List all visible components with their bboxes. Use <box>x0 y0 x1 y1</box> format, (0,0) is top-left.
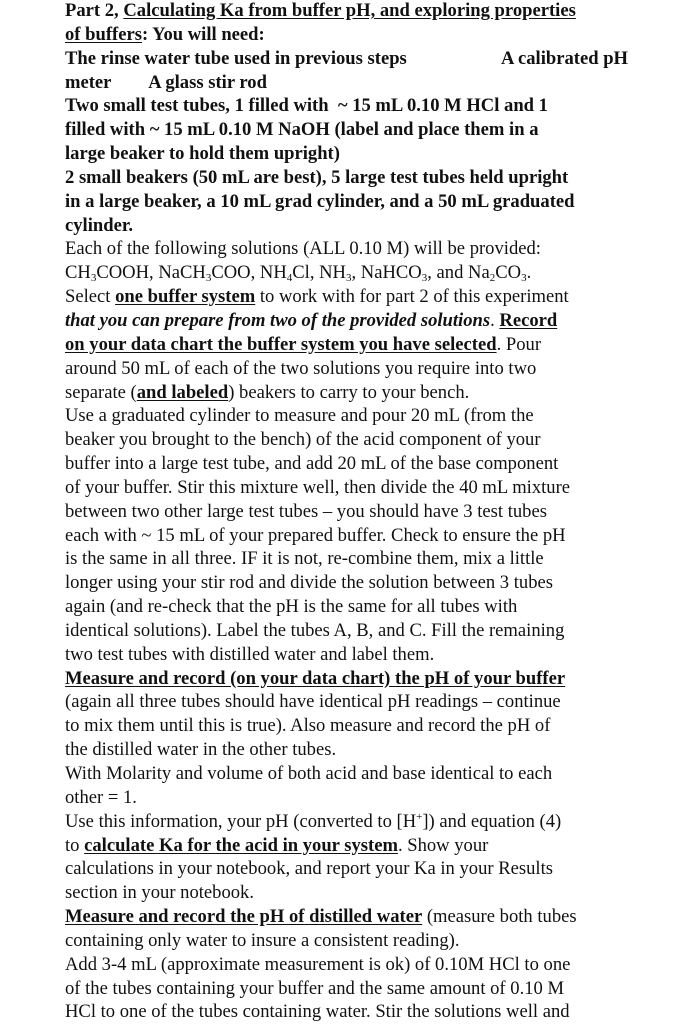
body-line: between two other large test tubes – you should have 3 test tubes <box>65 500 547 522</box>
calculate-ka: calculate Ka for the acid in your system <box>84 834 398 856</box>
part2-heading <box>65 0 656 23</box>
distilled-water-line: Measure and record the pH of distilled water (measure both tubes <box>65 906 577 928</box>
body-line: is the same in all three. IF it is not, re-combine them, mix a little <box>65 548 544 570</box>
heading-title-end: of buffers <box>65 23 142 45</box>
body-line: Add 3-4 mL (approximate measurement is ok) of 0.10M HCl to one <box>65 953 571 975</box>
body-line: identical solutions). Label the tubes A, B, and C. Fill the remaining <box>65 619 565 641</box>
body-line: of the tubes containing your buffer and the same amount of 0.10 M <box>65 977 564 999</box>
materials-line-4: filled with ~ 15 mL 0.10 M NaOH (label and place them in a <box>65 119 539 141</box>
document-body <box>65 0 656 1024</box>
materials-line-1 <box>65 47 628 71</box>
heading-title: Calculating Ka from buffer pH, and exploring properties <box>123 0 576 21</box>
body-line: two test tubes with distilled water and label them. <box>65 643 435 665</box>
record-label: Record <box>499 309 558 331</box>
solutions-intro: Each of the following solutions (ALL 0.10 M) will be provided: <box>65 238 541 260</box>
prepare-emphasis: that you can prepare from two of the provided solutions <box>65 309 491 331</box>
body-line: (again all three tubes should have identical pH readings – continue <box>65 691 561 713</box>
body-line: the distilled water in the other tubes. <box>65 739 337 761</box>
record-line: on your data chart the buffer system you have selected. Pour <box>65 333 542 355</box>
body-line: around 50 mL of each of the two solutions you require into two <box>65 357 537 379</box>
heading-continued <box>65 23 656 47</box>
materials-line-7: in a large beaker, a 10 mL grad cylinder, and a 50 mL graduated <box>65 190 575 212</box>
solutions-list: $CH_3COOH$, NaCH$_3$COO, $NH_4Cl$, $NH_3$, NaHCO$_3$, and $Na_2CO_3$. <box>65 262 532 285</box>
calculate-ka-line: to calculate Ka for the acid in your system. Show your <box>65 834 489 856</box>
rinse-water-tube: The rinse water tube used in previous steps <box>65 47 407 69</box>
body-line: containing only water to insure a consistent reading). <box>65 929 460 951</box>
materials-line-2: meter A glass stir rod <box>65 71 267 93</box>
body-line: to mix them until this is true). Also measure and record the pH of <box>65 715 551 737</box>
labeled-line: separate (and labeled) beakers to carry to your bench. <box>65 381 470 403</box>
measure-water-ph: Measure and record the pH of distilled water <box>65 906 423 928</box>
you-will-need: : You will need: <box>141 23 265 45</box>
measure-buffer-ph-heading: Measure and record (on your data chart) the pH of your buffer <box>65 667 566 689</box>
materials-line-3: Two small test tubes, 1 filled with ~ 15 mL 0.10 M HCl and 1 <box>65 95 548 117</box>
body-line: longer using your stir rod and divide the solution between 3 tubes <box>65 572 554 594</box>
body-line: calculations in your notebook, and report your Ka in your Results <box>65 858 553 880</box>
body-line: buffer into a large test tube, and add 20 mL of the base component <box>65 453 559 475</box>
record-buffer-system: on your data chart the buffer system you have selected <box>65 333 497 355</box>
body-line: section in your notebook. <box>65 882 255 904</box>
body-line: HCl to one of the tubes containing water. Stir the solutions well and <box>65 1001 570 1023</box>
materials-line-5: large beaker to hold them upright) <box>65 143 340 165</box>
materials-line-6: 2 small beakers (50 mL are best), 5 large test tubes held upright <box>65 166 569 188</box>
body-line: beaker you brought to the bench) of the acid component of your <box>65 429 541 451</box>
body-line: other = 1. <box>65 786 137 808</box>
one-buffer-system: one buffer system <box>115 286 256 308</box>
body-line: again (and re-check that the pH is the same for all tubes with <box>65 596 518 618</box>
prepare-line: that you can prepare from two of the provided solutions. Record <box>65 309 558 331</box>
body-line: Use a graduated cylinder to measure and pour 20 mL (from the <box>65 405 534 427</box>
materials-line-8: cylinder. <box>65 214 134 236</box>
and-labeled: and labeled <box>136 381 229 403</box>
body-line: of your buffer. Stir this mixture well, then divide the 40 mL mixture <box>65 476 571 498</box>
body-line: With Molarity and volume of both acid and base identical to each <box>65 763 553 784</box>
body-line: each with ~ 15 mL of your prepared buffer. Check to ensure the pH <box>65 524 566 546</box>
ph-meter-label: A calibrated pH <box>500 47 628 69</box>
hydrogen-ion-line: Use this information, your pH (converted to [H+]) and equation (4) <box>65 810 562 832</box>
heading-prefix: Part 2, <box>65 0 124 21</box>
select-buffer-line: Select one buffer system to work with for part 2 of this experiment <box>65 286 569 308</box>
